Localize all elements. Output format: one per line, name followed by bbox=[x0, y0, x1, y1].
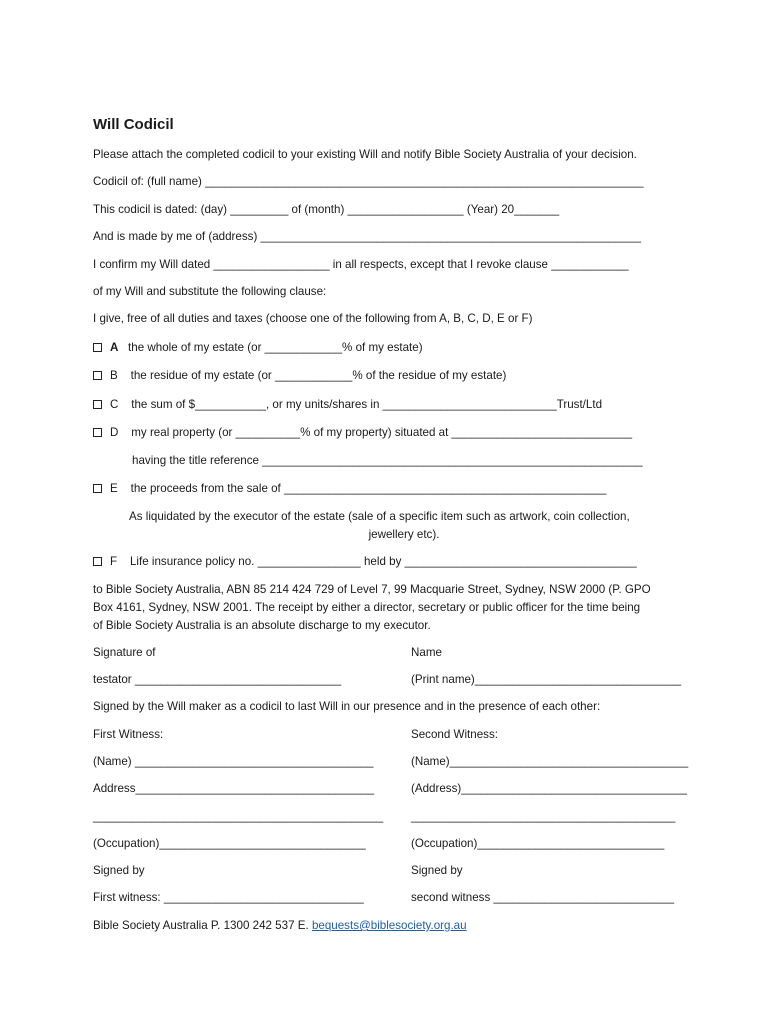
witness2-signed-by-label: Signed by bbox=[411, 864, 463, 877]
witness2-name-field[interactable]: (Name)_____________________________________ bbox=[411, 755, 689, 768]
option-b-text: the residue of my estate (or ____________% of the residue of my estate) bbox=[130, 369, 507, 382]
witness2-occupation-field[interactable]: (Occupation)_____________________________ bbox=[411, 837, 665, 850]
testator-signature-field[interactable]: testator ________________________________ bbox=[93, 673, 342, 686]
option-a-text: the whole of my estate (or ____________% of my estate) bbox=[128, 341, 423, 354]
substitute-text: of my Will and substitute the following clause: bbox=[93, 285, 327, 298]
give-text: I give, free of all duties and taxes (choose one of the following from A, B, C, D, E or F) bbox=[93, 312, 533, 325]
signed-by-maker-text: Signed by the Will maker as a codicil to last Will in our presence and in the presence of each other: bbox=[93, 700, 601, 713]
first-witness-signature-field[interactable]: First witness: _______________________________ bbox=[93, 891, 364, 904]
dated-field[interactable]: This codicil is dated: (day) _________ of (month) __________________ (Year) 20_______ bbox=[93, 203, 560, 216]
option-f-text: Life insurance policy no. ________________ held by ____________________________________ bbox=[129, 555, 637, 568]
option-e-letter: E bbox=[110, 482, 118, 495]
option-d-letter: D bbox=[110, 426, 119, 439]
checkbox-a[interactable] bbox=[93, 343, 102, 352]
option-c[interactable] bbox=[93, 397, 602, 413]
witness1-name-field[interactable]: (Name) _____________________________________ bbox=[93, 755, 374, 768]
signature-of-label: Signature of bbox=[93, 646, 156, 659]
checkbox-c[interactable] bbox=[93, 400, 102, 409]
checkbox-d[interactable] bbox=[93, 428, 102, 437]
checkbox-f[interactable] bbox=[93, 557, 102, 566]
first-witness-label: First Witness: bbox=[93, 728, 164, 741]
option-d[interactable] bbox=[93, 425, 632, 441]
option-b[interactable] bbox=[93, 368, 506, 384]
option-c-letter: C bbox=[110, 398, 119, 411]
intro-text: Please attach the completed codicil to your existing Will and notify Bible Society Australia of your decision. bbox=[93, 148, 637, 161]
page-title: Will Codicil bbox=[93, 116, 174, 133]
option-f[interactable] bbox=[93, 554, 637, 570]
bsa-line-3: of Bible Society Australia is an absolute discharge to my executor. bbox=[93, 619, 431, 632]
witness2-address-field[interactable]: (Address)___________________________________ bbox=[411, 782, 687, 795]
option-d-title-ref[interactable]: having the title reference ___________________________________________________________ bbox=[132, 454, 643, 467]
option-b-letter: B bbox=[110, 369, 118, 382]
confirm-field[interactable]: I confirm my Will dated __________________ in all respects, except that I revoke clause ____________ bbox=[93, 258, 629, 271]
checkbox-e[interactable] bbox=[93, 484, 102, 493]
witness1-address-line2[interactable]: _____________________________________________ bbox=[93, 810, 384, 823]
print-name-field[interactable]: (Print name)________________________________ bbox=[411, 673, 682, 686]
bsa-line-2: Box 4161, Sydney, NSW 2001. The receipt by either a director, secretary or public officer for the time being bbox=[93, 601, 641, 614]
witness1-occupation-field[interactable]: (Occupation)________________________________ bbox=[93, 837, 366, 850]
witness1-signed-by-label: Signed by bbox=[93, 864, 145, 877]
option-f-letter: F bbox=[110, 555, 118, 568]
option-e-text: the proceeds from the sale of __________________________________________________ bbox=[130, 482, 607, 495]
option-c-text: the sum of $___________, or my units/shares in ___________________________Trust/Ltd bbox=[131, 398, 603, 411]
email-link[interactable]: bequests@biblesociety.org.au bbox=[311, 919, 467, 932]
option-e-note-1: As liquidated by the executor of the estate (sale of a specific item such as artwork, coin collection, bbox=[129, 510, 630, 523]
option-e[interactable] bbox=[93, 481, 606, 497]
footer bbox=[93, 918, 467, 934]
option-e-note-2: jewellery etc). bbox=[368, 528, 440, 541]
witness1-address-field[interactable]: Address_____________________________________ bbox=[93, 782, 375, 795]
address-field[interactable]: And is made by me of (address) ___________________________________________________________ bbox=[93, 230, 641, 243]
checkbox-b[interactable] bbox=[93, 371, 102, 380]
codicil-of-field[interactable]: Codicil of: (full name) ____________________________________________________________________ bbox=[93, 175, 644, 188]
footer-contact: Bible Society Australia P. 1300 242 537 E. bbox=[93, 919, 312, 932]
bsa-line-1: to Bible Society Australia, ABN 85 214 424 729 of Level 7, 99 Macquarie Street, Sydney, NSW 2000 (P. GPO bbox=[93, 583, 651, 596]
name-label: Name bbox=[411, 646, 442, 659]
witness2-address-line2[interactable]: _________________________________________ bbox=[411, 810, 676, 823]
second-witness-label: Second Witness: bbox=[411, 728, 498, 741]
option-d-text: my real property (or __________% of my property) situated at ____________________________ bbox=[131, 426, 633, 439]
second-witness-signature-field[interactable]: second witness ____________________________ bbox=[411, 891, 675, 904]
option-a[interactable] bbox=[93, 340, 423, 356]
option-a-letter: A bbox=[110, 341, 119, 354]
